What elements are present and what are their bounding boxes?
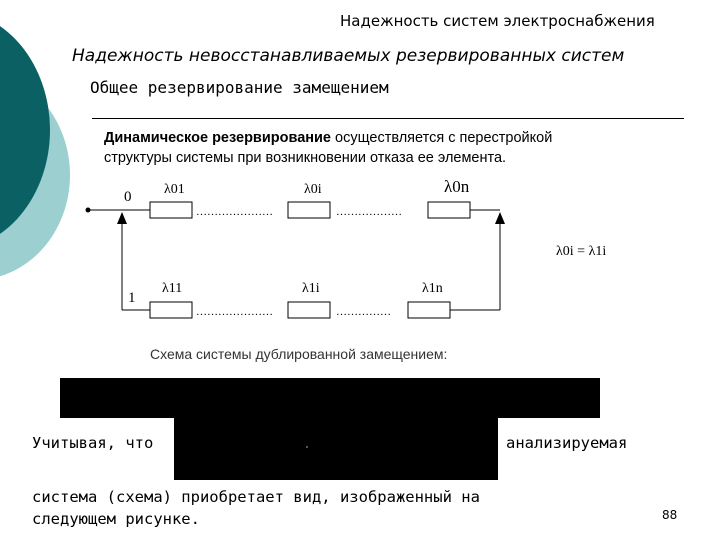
arrow-left <box>117 212 127 224</box>
element-row1-i <box>288 302 330 318</box>
element-row1-n <box>408 302 450 318</box>
bold-term: Динамическое резервирование <box>104 130 332 146</box>
element-row1-1 <box>150 302 192 318</box>
bottom-text-part2: анализируемая <box>506 434 628 452</box>
dots-row1-right: …………… <box>336 306 391 318</box>
arrow-right <box>495 212 505 224</box>
rate-label: λ0i <box>304 182 322 197</box>
bottom-text-part1: Учитывая, что <box>32 434 154 452</box>
section-heading: Общее резервирование замещением <box>90 78 389 97</box>
rate-label: λ0n <box>444 177 470 196</box>
redaction-dot <box>306 446 308 448</box>
rate-label: λ1n <box>422 281 443 296</box>
equation: λ0i = λ1i <box>556 244 607 259</box>
element-row0-n <box>428 202 470 218</box>
bottom-text-line3: следующем рисунке. <box>32 510 200 528</box>
input-terminal <box>86 208 90 212</box>
header-title: Надежность систем электроснабжения <box>340 12 655 30</box>
redacted-block-bottom <box>174 418 498 480</box>
dots-row0-left: ………………… <box>196 206 273 218</box>
rate-label: λ11 <box>162 281 183 296</box>
element-row0-i <box>288 202 330 218</box>
bottom-text-lines <box>32 486 480 530</box>
paragraph-rest-line1: осуществляется с перестройкой <box>331 130 553 146</box>
dots-row0-right: ……………… <box>336 206 402 218</box>
dots-row1-left: ………………… <box>196 306 273 318</box>
diagram-caption: Схема системы дублированной замещением: <box>150 346 448 362</box>
slide-title: Надежность невосстанавливаемых резервированных систем <box>72 46 625 66</box>
element-row0-1 <box>150 202 192 218</box>
rate-label: λ01 <box>164 182 185 197</box>
row0-label: 0 <box>124 189 132 205</box>
rate-label: λ1i <box>302 281 320 296</box>
page-number: 88 <box>662 508 678 522</box>
bottom-text-line2: система (схема) приобретает вид, изображенный на <box>32 488 480 506</box>
paragraph-line2: структуры системы при возникновении отказа ее элемента. <box>104 150 507 166</box>
row1-label: 1 <box>128 290 136 306</box>
redacted-block-top <box>60 378 600 418</box>
